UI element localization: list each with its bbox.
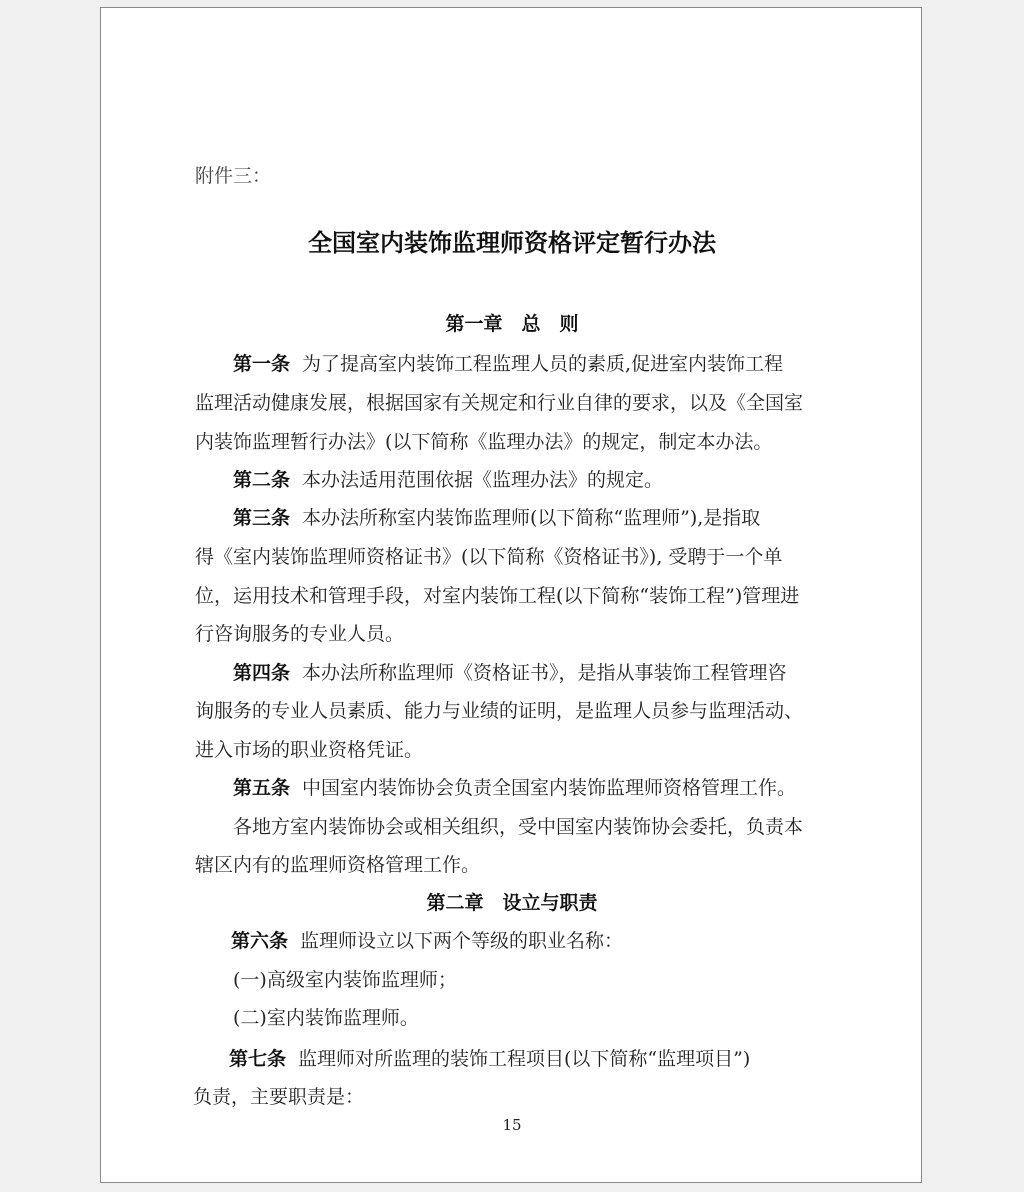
document-page xyxy=(100,7,922,1183)
article-label: 第一条 xyxy=(233,353,291,375)
attachment-label: 附件三： xyxy=(195,165,272,187)
article-4-line-1 xyxy=(233,661,787,685)
article-label: 第五条 xyxy=(233,777,291,799)
document-title: 全国室内装饰监理师资格评定暂行办法 xyxy=(308,229,716,257)
page-number: 15 xyxy=(502,1116,522,1134)
article-3-line-4: 行咨询服务的专业人员。 xyxy=(195,623,405,645)
article-5-line-1 xyxy=(233,776,796,800)
article-1-line-2: 监理活动健康发展，根据国家有关规定和行业自律的要求，以及《全国室 xyxy=(195,392,804,414)
article-5-line-3: 辖区内有的监理师资格管理工作。 xyxy=(195,854,481,876)
article-3-line-2: 得《室内装饰监理师资格证书》(以下简称《资格证书》), 受聘于一个单 xyxy=(195,546,783,568)
article-7-line-2: 负责，主要职责是： xyxy=(193,1086,365,1108)
article-7-line-1 xyxy=(229,1047,750,1071)
article-label: 第四条 xyxy=(233,662,291,684)
article-text: 为了提高室内装饰工程监理人员的素质,促进室内装饰工程 xyxy=(302,353,784,375)
article-6-line-1 xyxy=(231,929,623,953)
chapter-heading-1: 第一章 总 则 xyxy=(445,313,579,335)
article-4-line-2: 询服务的专业人员素质、能力与业绩的证明，是监理人员参与监理活动、 xyxy=(195,700,804,722)
article-label: 第六条 xyxy=(231,930,289,952)
article-text: 本办法适用范围依据《监理办法》的规定。 xyxy=(302,469,664,491)
article-6-item-1: (一)高级室内装饰监理师； xyxy=(233,969,457,991)
article-1-line-1 xyxy=(233,352,783,376)
article-2-line-1 xyxy=(233,468,663,492)
article-text: 本办法所称监理师《资格证书》，是指从事装饰工程管理咨 xyxy=(302,662,787,684)
chapter-heading-2: 第二章 设立与职责 xyxy=(426,892,598,914)
article-5-line-2: 各地方室内装饰协会或相关组织，受中国室内装饰协会委托，负责本 xyxy=(233,816,804,838)
article-1-line-3: 内装饰监理暂行办法》(以下简称《监理办法》的规定，制定本办法。 xyxy=(195,431,773,453)
article-3-line-3: 位，运用技术和管理手段，对室内装饰工程(以下简称“装饰工程”)管理进 xyxy=(195,585,800,607)
article-4-line-3: 进入市场的职业资格凭证。 xyxy=(195,739,424,761)
article-text: 监理师设立以下两个等级的职业名称： xyxy=(300,930,624,952)
article-text: 中国室内装饰协会负责全国室内装饰监理师资格管理工作。 xyxy=(302,777,797,799)
article-3-line-1 xyxy=(233,506,760,530)
article-label: 第三条 xyxy=(233,507,291,529)
article-6-item-2: (二)室内装饰监理师。 xyxy=(233,1007,419,1029)
article-text: 监理师对所监理的装饰工程项目(以下简称“监理项目”) xyxy=(298,1048,751,1070)
article-text: 本办法所称室内装饰监理师(以下简称“监理师”),是指取 xyxy=(302,507,761,529)
article-label: 第七条 xyxy=(229,1048,287,1070)
article-label: 第二条 xyxy=(233,469,291,491)
